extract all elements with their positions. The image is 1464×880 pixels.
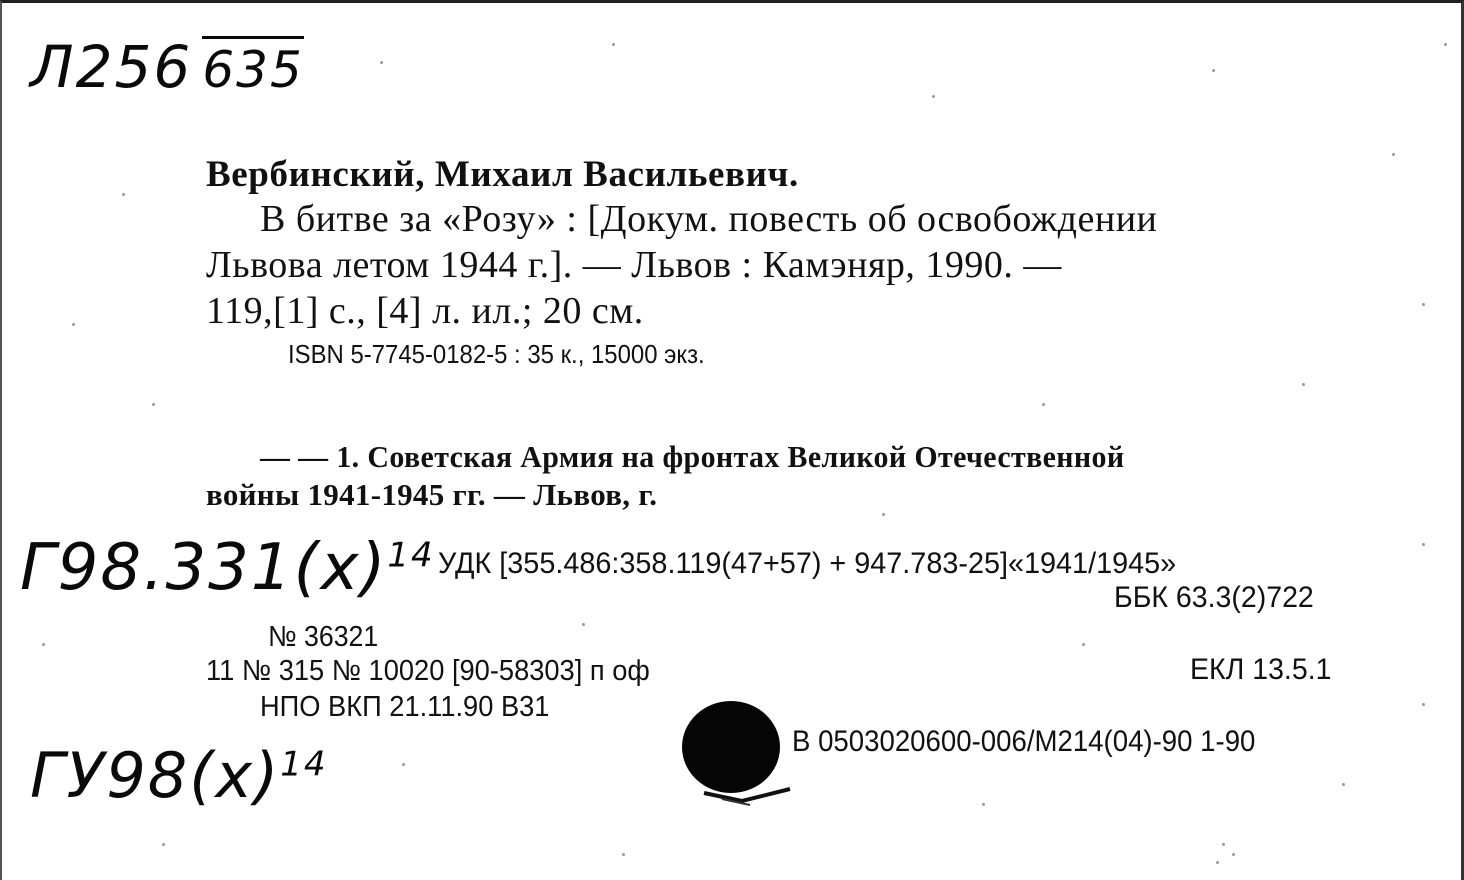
classification-2-sup: 14	[280, 744, 328, 785]
title-line-2: Львова летом 1944 г.]. — Львов : Камэняр, 1990. —	[206, 244, 1062, 286]
ink-blot	[682, 701, 780, 793]
record-line: 11 № 315 № 10020 [90-58303] п оф	[206, 655, 650, 687]
ekl-code: ЕКЛ 13.5.1	[1190, 653, 1332, 686]
classification-2-main: ГУ98(х)	[30, 739, 281, 812]
code-b-line: В 0503020600-006/М214(04)-90 1-90	[792, 725, 1256, 758]
author-heading: Вербинский, Михаил Васильевич.	[206, 154, 799, 195]
title-line-3: 119,[1] с., [4] л. ил.; 20 см.	[206, 290, 644, 332]
handwritten-call-number	[30, 33, 304, 101]
subject-line-1: — — 1. Советская Армия на фронтах Великой Отечественной	[260, 439, 1125, 474]
call-number-main: Л256	[30, 33, 193, 101]
npo-line: НПО ВКП 21.11.90 В31	[260, 691, 550, 723]
classification-1-main: Г98.331(х)	[20, 531, 388, 605]
handwritten-classification-1	[20, 531, 435, 605]
classification-1-sup: 14	[387, 535, 435, 576]
udk-line: УДК [355.486:358.119(47+57) + 947.783-25]«1941/1945»	[438, 547, 1177, 580]
card-number: № 36321	[268, 621, 379, 653]
handwritten-classification-2	[30, 739, 328, 812]
subject-line-2: войны 1941-1945 гг. — Львов, г.	[206, 477, 658, 512]
isbn-line: ISBN 5-7745-0182-5 : 35 к., 15000 экз.	[288, 339, 705, 369]
call-number-sub: 635	[202, 36, 303, 99]
title-line-1: В битве за «Розу» : [Докум. повесть об освобождении	[260, 198, 1158, 240]
bbk-line: ББК 63.3(2)722	[1114, 581, 1314, 614]
ink-blot-smudge	[702, 787, 792, 807]
